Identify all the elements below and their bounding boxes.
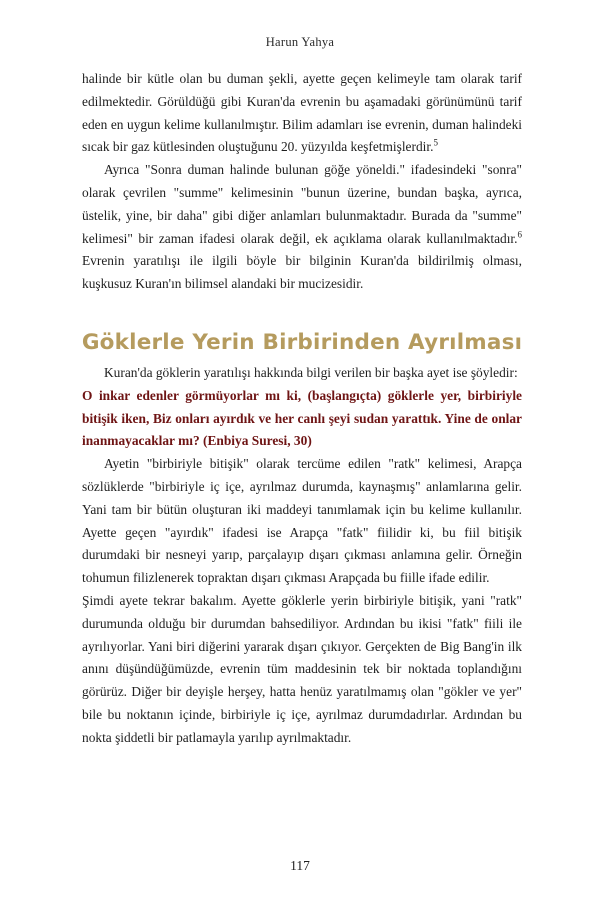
paragraph-summe [82, 159, 522, 296]
paragraph-text: Evrenin yaratılışı ile ilgili böyle bir bilginin Kuran'da bildirilmiş olması, kuşkusuz Kuran'ın bilimsel alandaki bir mucizesidir. [82, 253, 522, 292]
paragraph-intro: Kuran'da göklerin yaratılışı hakkında bilgi verilen bir başka ayet ise şöyledir: [104, 364, 518, 380]
footnote-marker: 6 [517, 229, 522, 240]
page-body [82, 68, 522, 750]
verse-quote: O inkar edenler görmüyorlar mı ki, (başlangıçta) göklerle yer, birbiriyle bitişik iken, Biz onları ayırdık ve her canlı şeyi sudan yarattık. Yine de onlar inanmayacaklar mı? (Enbiya Suresi, 30) [82, 387, 522, 449]
section-heading: Göklerle Yerin Birbirinden Ayrılması [81, 329, 523, 355]
paragraph-big-bang: Şimdi ayete tekrar bakalım. Ayette göklerle yerin birbiriyle bitişik, yani "ratk" durumunda olduğu bir durumdan bahsediliyor. Ardından bu ikisi "fatk" fiili ile ayrılıyorlar. Yani biri diğerini yararak dışarı çıkıyor. Gerçekten de Big Bang'in ilk anını düşündüğümüzde, evrenin tüm maddesinin tek bir noktada toplandığını görürüz. Diğer bir deyişle herşey, hatta henüz yaratılmamış olan "gökler ve yer" bile bu noktanın içinde, birbiriyle iç içe, ayrılmaz durumdadırlar. Ardından bu nokta şiddetli bir patlamayla yarılıp ayrılmaktadır. [82, 592, 522, 745]
paragraph-text: Ayrıca "Sonra duman halinde bulunan göğe yöneldi." ifadesindeki "sonra" olarak çevrilen "summe" kelimesinin "bunun üzerine, bundan başka, ayrıca, üstelik, yine, bir daha" gibi diğer anlamları bulunmaktadır. Burada da "summe" kelimesi" bir zaman ifadesi olarak değil, ek açıklama olarak kullanılmaktadır. [82, 162, 522, 246]
page-number: 117 [290, 858, 310, 873]
running-header: Harun Yahya [265, 35, 335, 49]
paragraph-ratk: Ayetin "birbiriyle bitişik" olarak tercüme edilen "ratk" kelimesi, Arapça sözlüklerde "birbiriyle iç içe, ayrılmaz durumda, kaynaşmış" anlamlarına gelir. Yani tam bir bütün oluşturan iki maddeyi tanımlamak için bu kelime kullanılır. Ayette geçen "ayırdık" ifadesi ise Arapça "fatk" fiilidir ki, bu fiil bitişik durumdaki bir nesneyi yarıp, parçalayıp dışarı çıkması anlamına gelir. Örneğin tohumun filizlenerek topraktan dışarı çıkması Arapçada bu fiille ifade edilir. [82, 456, 522, 586]
paragraph-text: halinde bir kütle olan bu duman şekli, ayette geçen kelimeyle tam olarak tarif edilmektedir. Görüldüğü gibi Kuran'da evrenin bu aşamadaki görünümünü tarif eden en uygun kelime kullanılmıştır. Bilim adamları ise evrenin, duman halindeki sıcak bir gaz kütlesinden oluştuğunu 20. yüzyılda keşfetmişlerdir. [82, 71, 522, 155]
footnote-marker: 5 [433, 137, 438, 148]
paragraph-continuation [82, 68, 522, 159]
